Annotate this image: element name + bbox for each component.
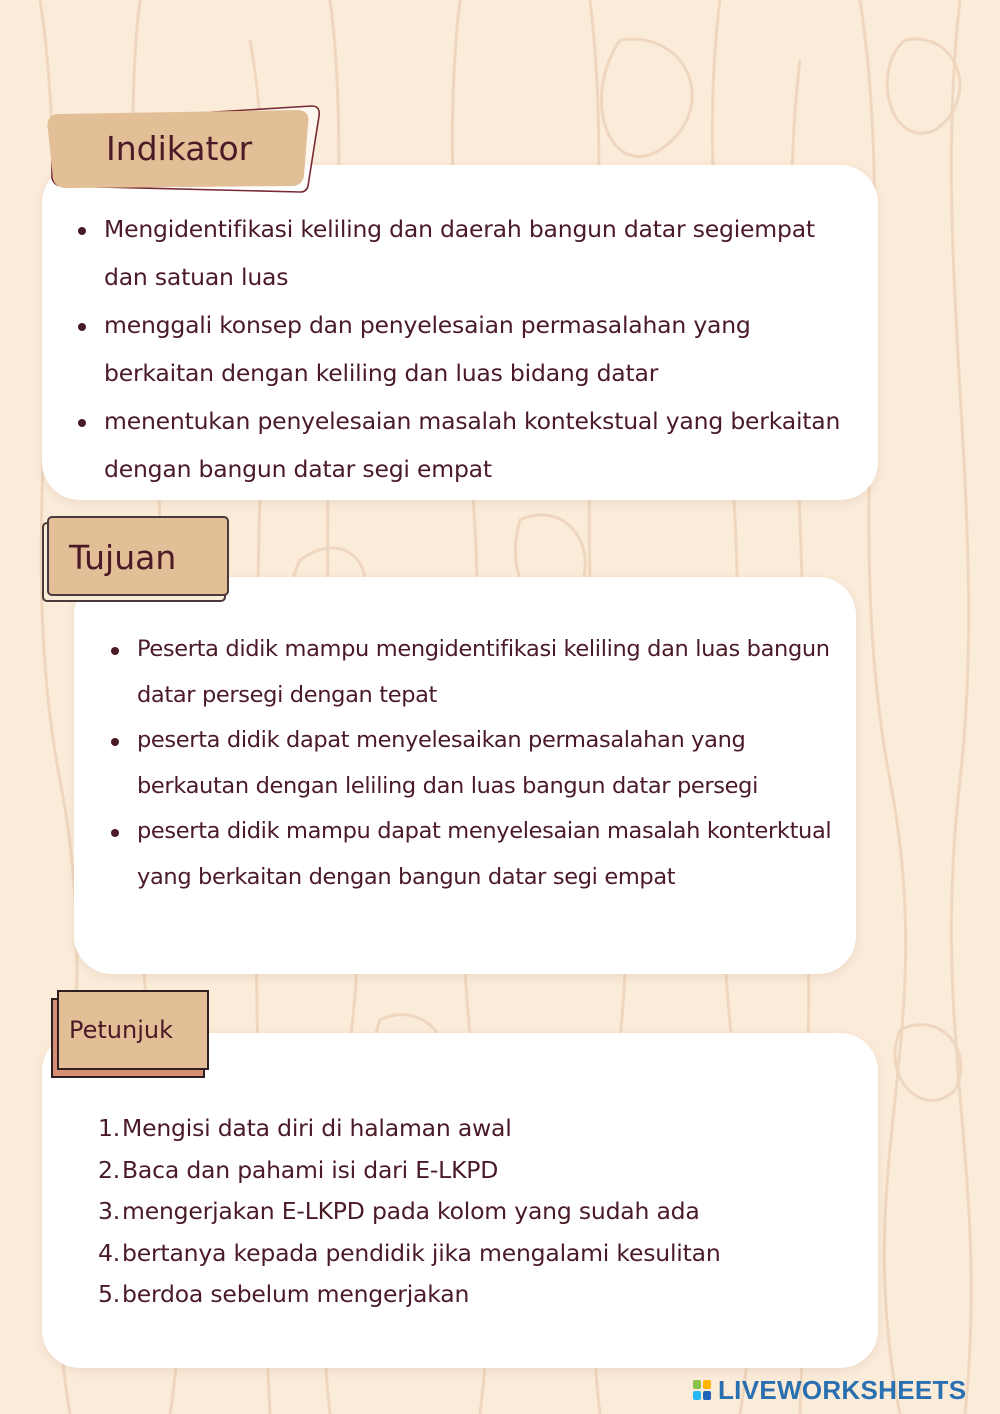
petunjuk-title: Petunjuk	[69, 1016, 173, 1044]
step-number: 5.	[97, 1280, 120, 1308]
tujuan-card	[74, 577, 856, 974]
step-number: 3.	[97, 1197, 120, 1225]
list-item: menentukan penyelesaian masalah kontekstual yang berkaitan dengan bangun datar segi empat	[104, 397, 844, 493]
logo-tile	[693, 1391, 701, 1400]
list-item: peserta didik mampu dapat menyelesaian masalah konterktual yang berkaitan dengan bangun datar segi empat	[137, 809, 849, 900]
indikator-title: Indikator	[106, 128, 253, 168]
step-text: mengerjakan E-LKPD pada kolom yang sudah ada	[122, 1197, 700, 1225]
indikator-card	[42, 165, 878, 500]
logo-tile	[703, 1391, 711, 1400]
tujuan-title: Tujuan	[69, 537, 177, 577]
list-item: menggali konsep dan penyelesaian permasalahan yang berkaitan dengan keliling dan luas bidang datar	[104, 301, 844, 397]
step-text: berdoa sebelum mengerjakan	[122, 1280, 470, 1308]
tujuan-list	[137, 627, 849, 900]
step-text: Mengisi data diri di halaman awal	[122, 1114, 512, 1142]
petunjuk-card	[42, 1033, 878, 1368]
logo-tile	[693, 1380, 701, 1389]
list-item: peserta didik dapat menyelesaikan permasalahan yang berkautan dengan leliling dan luas bangun datar persegi	[137, 718, 849, 809]
list-item	[94, 1274, 854, 1316]
indikator-list	[104, 205, 844, 493]
indikator-tab	[42, 100, 322, 195]
petunjuk-tab	[51, 990, 209, 1078]
petunjuk-list	[94, 1108, 854, 1316]
list-item	[94, 1191, 854, 1233]
step-text: Baca dan pahami isi dari E-LKPD	[122, 1155, 499, 1184]
list-item	[94, 1150, 854, 1192]
list-item	[94, 1233, 854, 1275]
liveworksheets-logo	[692, 1373, 966, 1407]
step-number: 1.	[97, 1114, 120, 1142]
logo-grid-icon	[692, 1379, 712, 1401]
tujuan-tab	[42, 516, 228, 602]
logo-text: LIVEWORKSHEETS	[718, 1374, 967, 1405]
list-item: Mengidentifikasi keliling dan daerah bangun datar segiempat dan satuan luas	[104, 205, 844, 301]
logo-tile	[703, 1380, 711, 1389]
step-text: bertanya kepada pendidik jika mengalami kesulitan	[122, 1238, 721, 1267]
list-item: Peserta didik mampu mengidentifikasi keliling dan luas bangun datar persegi dengan tepat	[137, 627, 849, 718]
list-item	[94, 1108, 854, 1150]
step-number: 2.	[97, 1155, 120, 1184]
step-number: 4.	[97, 1238, 120, 1267]
